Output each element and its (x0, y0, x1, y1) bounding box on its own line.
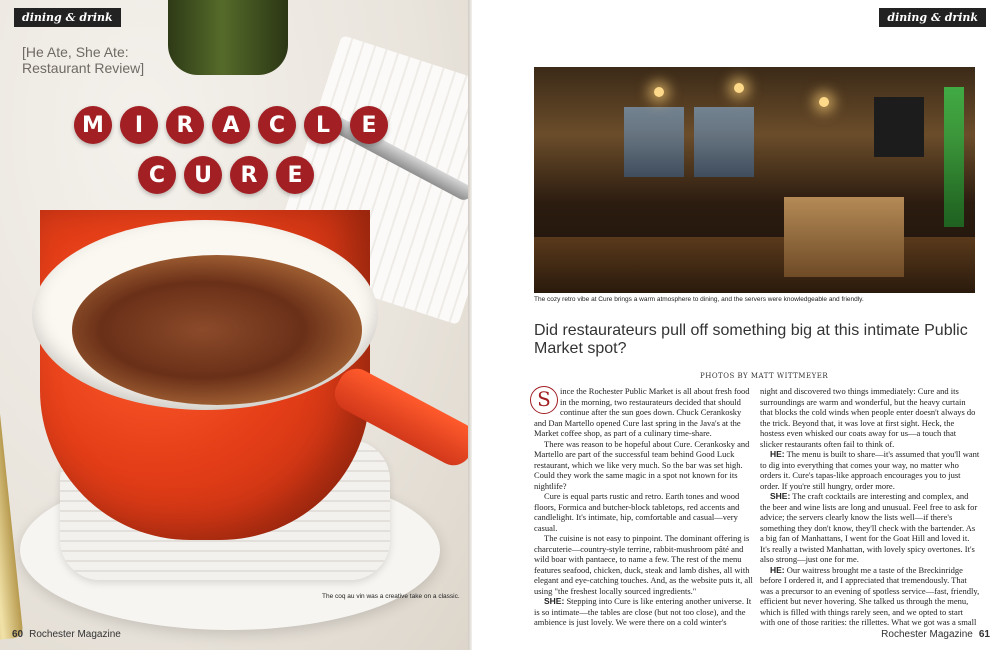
folio-left (12, 629, 121, 640)
speaker-label: SHE: (544, 596, 565, 606)
speaker-label: HE: (770, 564, 785, 575)
pendant-light (819, 97, 829, 107)
paragraph: The cuisine is not easy to pinpoint. The dominant offering is charcuterie—country-style terrine, rabbit-mushroom pâté and wild boar with pantaece, to name a few. The rest of the menu features seafood, chicken, duck, steak and lamb dishes, all with elegant and eye-catching touches. And, as the website puts it, all using "the freshest locally sourced ingredients." (534, 533, 753, 596)
series-label-line1: [He Ate, She Ate: (22, 44, 129, 60)
title-line-miracle (74, 106, 388, 144)
neon-sign-shape (944, 87, 964, 227)
menu-board-shape (874, 97, 924, 157)
left-page (0, 0, 468, 650)
series-label (22, 44, 182, 76)
bar-counter-shape (784, 197, 904, 277)
photo-caption: The cozy retro vibe at Cure brings a warm atmosphere to dining, and the servers were knowledgeable and friendly. (534, 296, 864, 303)
paragraph: There was reason to be hopeful about Cure. Cerankosky and Martello are part of the successful team behind Good Luck restaurant, which we like very much. So the bar was set high. Could they work the same magic in a spot not known for its nightlife? (534, 438, 750, 491)
title-letter: C (258, 106, 296, 144)
title-line-cure (138, 156, 314, 194)
drop-cap: S (530, 386, 558, 414)
paragraph: The menu is built to share—it's assumed that you'll want to dig into everything that comes your way, no matter who orders it. Cure's tapas-like approach encourages you to just order. If you're still hungry, order more. (760, 449, 980, 491)
speaker-label: HE: (770, 449, 785, 459)
window-shape (694, 107, 754, 177)
paragraph: The craft cocktails are interesting and complex, and the beer and wine lists are long and unusual. Feel free to ask for advice; the servers clearly know the lists well—if there's something they don't know, they'll check with the bartender. As a big fan of Manhattans, I went for the Goat Hill and loved it. It's really a twisted Manhattan, with lovely spicy overtones. It's also strong—just one for me. (760, 491, 978, 564)
section-kicker: dining & drink (879, 8, 986, 27)
page-number: 61 (978, 629, 990, 640)
folio-right (881, 629, 990, 640)
paragraph: Our waitress brought me a taste of the Breckinridge before I ordered it, and I appreciated that tremendously. That was a precursor to an evening of spotless service—fast, friendly, efficient but never hovering. She talked us through the menu, which is filled with things rarely seen, and we opted to start with one of those rarities: the rillettes. What we got was a small (760, 564, 980, 627)
pendant-light (654, 87, 664, 97)
paragraph: ince the Rochester Public Market is all about fresh food in the morning, two restaurateurs decided that should continue after the sun goes down. Chuck Cerankosky and Dan Martello opened Cure last spring in the Java's at the Market coffee shop, as part of a culinary time-share. (534, 386, 750, 438)
title-letter: R (230, 156, 268, 194)
knife-image (0, 379, 23, 642)
paragraph: night and discovered two things immediately: Cure and its surroundings are warm and wonderful, but the heavy curtain that blocks the cold winds when people enter doesn't always do the trick. Beyond that, it was love at first sight. Heck, the hostess even whisked our coats away for us—a touch that slicker restaurants often fail to think of. (760, 386, 976, 449)
article-deck: Did restaurateurs pull off something big at this intimate Public Market spot? (534, 322, 968, 357)
photo-caption-left: The coq au vin was a creative take on a classic. (322, 593, 460, 600)
title-letter: U (184, 156, 222, 194)
restaurant-interior-photo (534, 67, 975, 293)
paragraph: Cure is equal parts rustic and retro. Earth tones and wood floors, Formica and butcher-block tabletops, red accents and candlelight. It's intimate, hip, comfortable and casual—very casual. (534, 491, 740, 533)
article-column-1 (534, 386, 754, 628)
title-letter: R (166, 106, 204, 144)
page-number: 60 (12, 629, 24, 640)
speaker-label: SHE: (770, 491, 791, 501)
title-letter: I (120, 106, 158, 144)
coq-au-vin-image (72, 255, 362, 405)
title-letter: C (138, 156, 176, 194)
title-letter: E (276, 156, 314, 194)
section-kicker: dining & drink (14, 8, 121, 27)
paragraph: Stepping into Cure is like entering another universe. It is so intimate—the tables are close (but not too close), and the ambience is just lovely. We were there on a cold winter's (534, 596, 752, 627)
window-shape (624, 107, 684, 177)
title-letter: M (74, 106, 112, 144)
series-label-line2: Restaurant Review] (22, 60, 145, 76)
title-letter: A (212, 106, 250, 144)
magazine-name: Rochester Magazine (881, 629, 973, 640)
article-column-2 (760, 386, 980, 628)
pendant-light (734, 83, 744, 93)
floor-shape (534, 237, 975, 293)
magazine-name: Rochester Magazine (29, 629, 121, 640)
title-letter: L (304, 106, 342, 144)
photo-credit: PHOTOS BY MATT WITTMEYER (700, 372, 829, 380)
wine-bottle-image (168, 0, 288, 75)
right-page (472, 0, 1000, 650)
title-letter: E (350, 106, 388, 144)
